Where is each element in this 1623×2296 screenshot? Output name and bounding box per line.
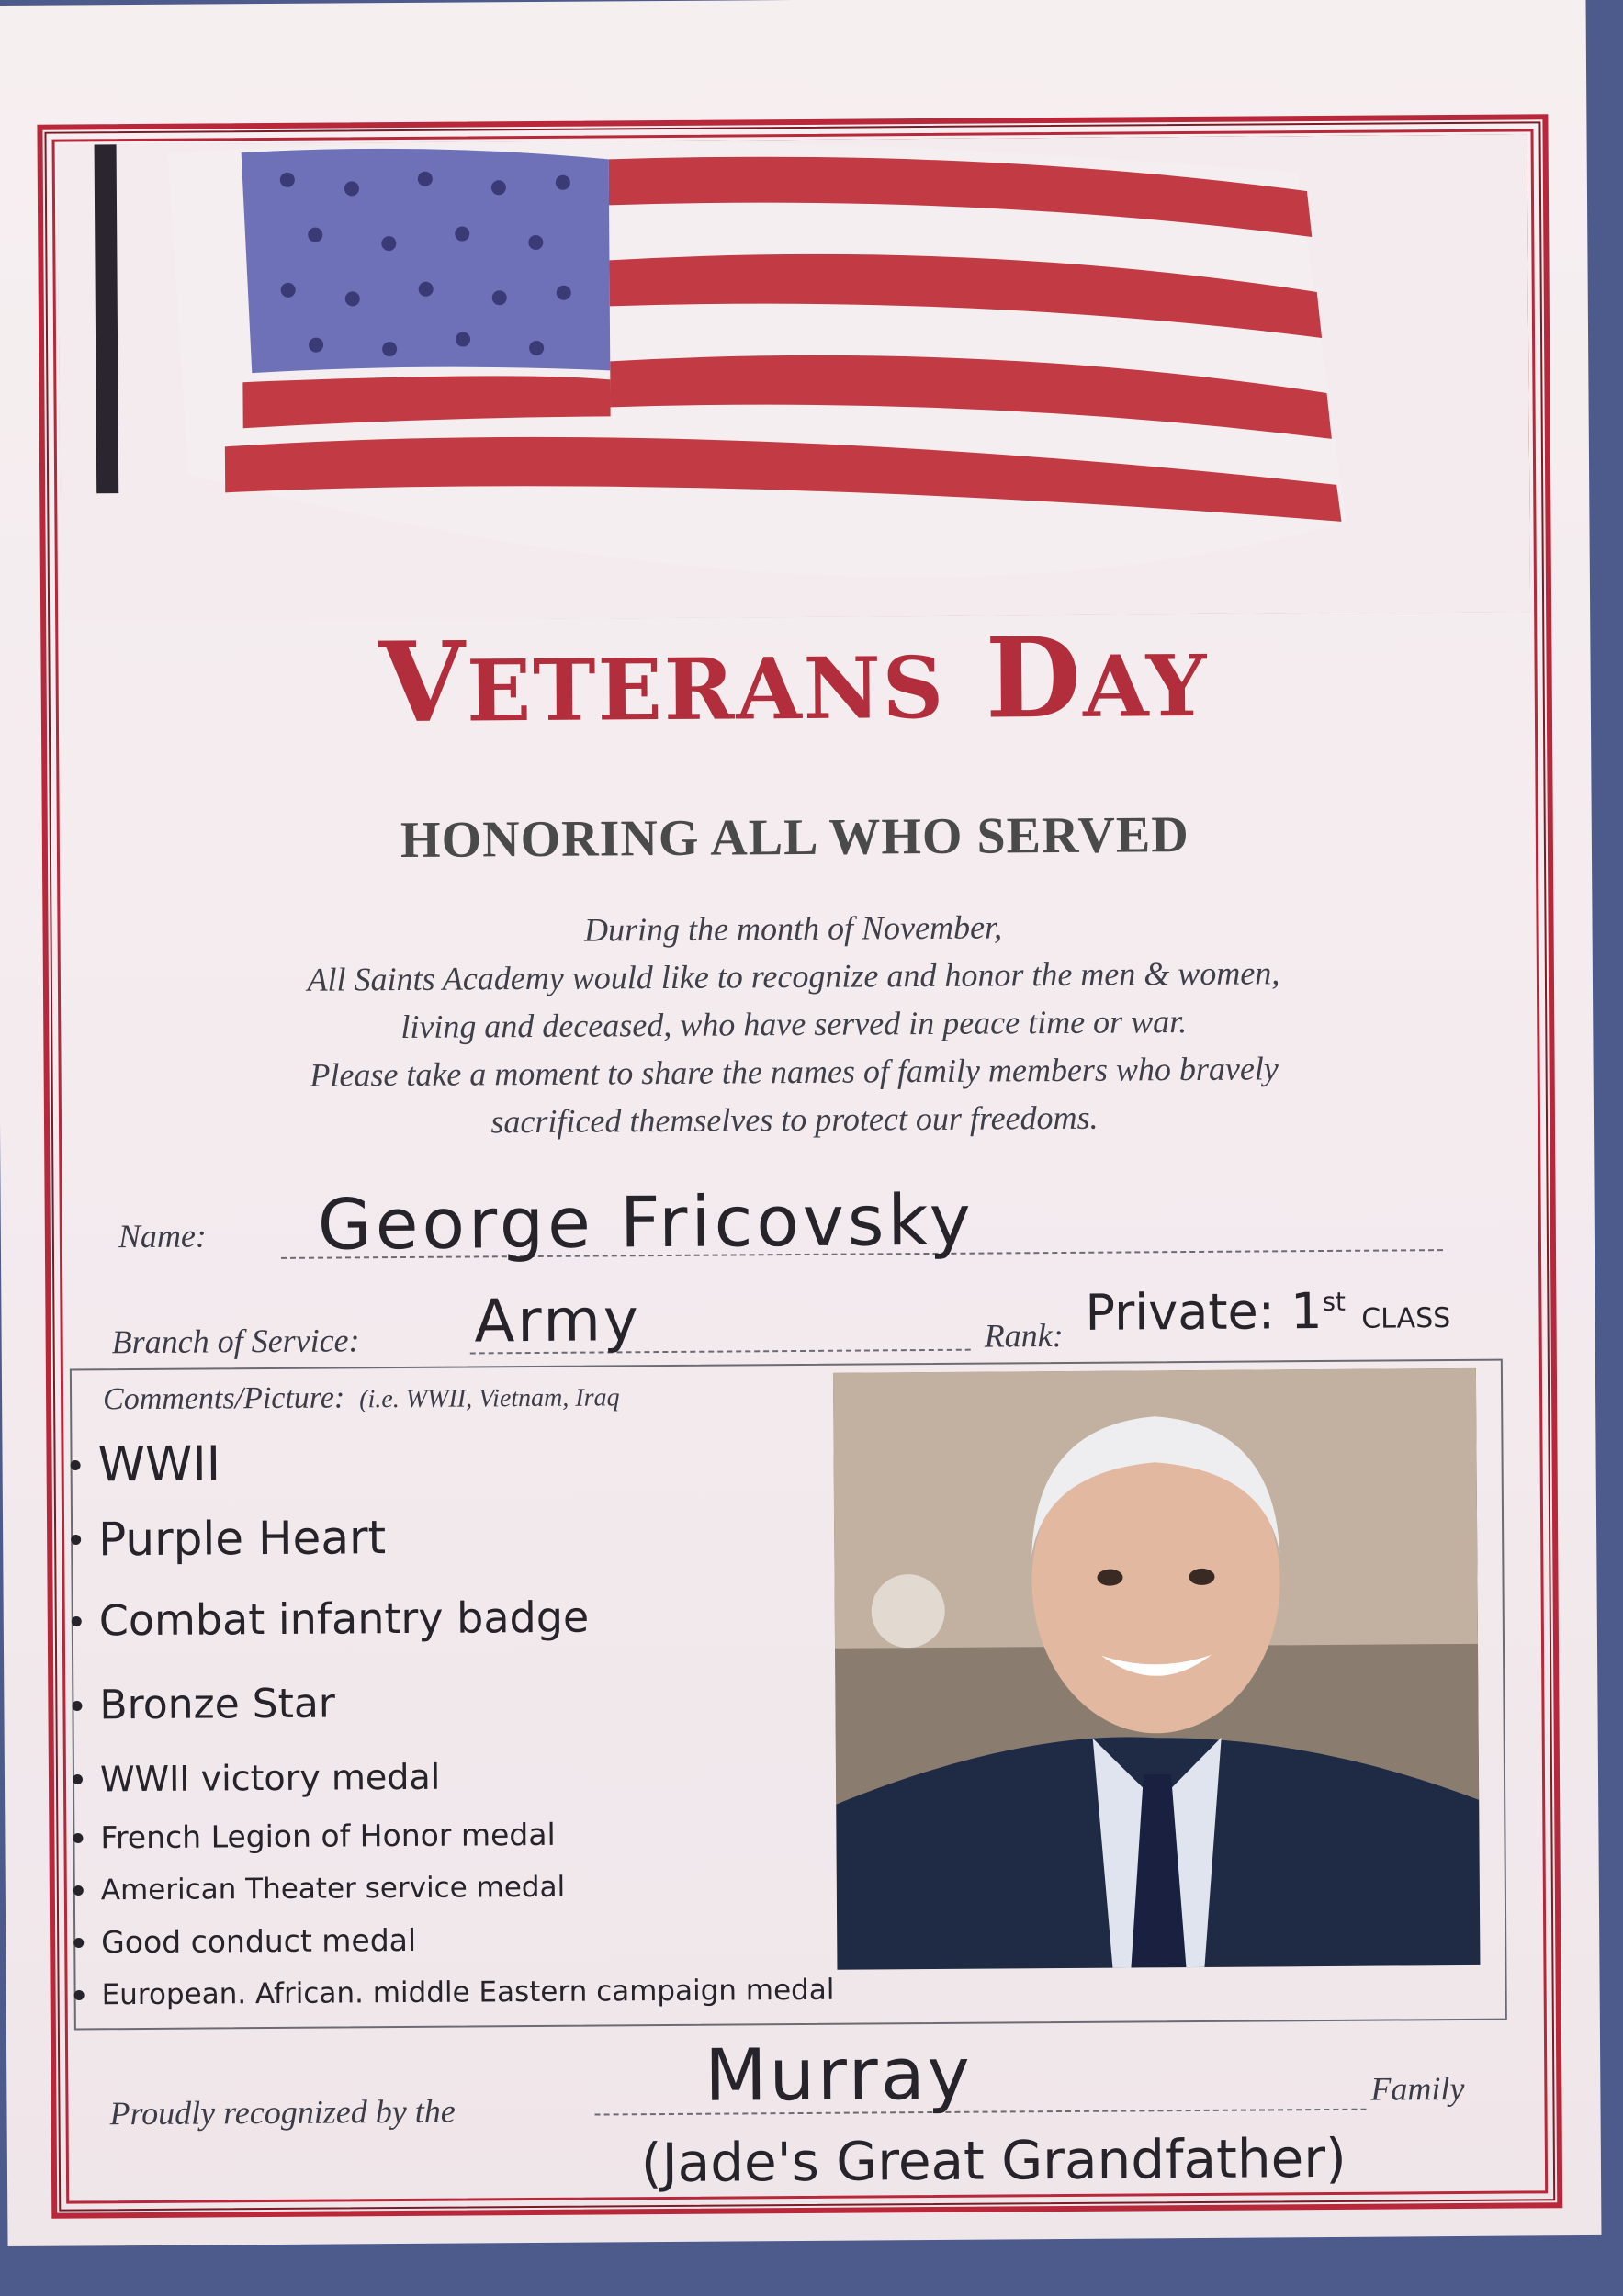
title-initial-v: V	[378, 617, 468, 748]
american-flag-image	[58, 134, 1531, 622]
name-label: Name:	[118, 1217, 207, 1255]
intro-paragraph	[136, 900, 1451, 1148]
portrait-illustration	[833, 1368, 1481, 1970]
page-title	[0, 610, 1591, 750]
title-initial-d: D	[985, 613, 1084, 744]
intro-line: During the month of November,	[583, 908, 1003, 949]
rank-ordinal: st	[1322, 1286, 1347, 1318]
list-item: French Legion of Honor medal	[69, 1806, 859, 1865]
list-item: Good conduct medal	[70, 1911, 860, 1970]
service-list[interactable]	[66, 1424, 860, 2021]
rank-field[interactable]	[1085, 1281, 1450, 1342]
list-item: European. African. middle Eastern campaign medal	[70, 1964, 860, 2021]
name-field[interactable]: George Fricovsky	[317, 1178, 975, 1266]
list-item: WWII	[66, 1424, 857, 1503]
family-field[interactable]: Murray	[704, 2032, 974, 2118]
comments-label	[103, 1379, 620, 1417]
title-word-day: AY	[1082, 636, 1209, 737]
list-item: American Theater service medal	[70, 1860, 860, 1917]
intro-line: Please take a moment to share the names of family members who bravely	[310, 1050, 1279, 1094]
rank-label: Rank:	[984, 1316, 1064, 1355]
intro-line: living and deceased, who have served in peace time or war.	[400, 1003, 1188, 1046]
relation-note: (Jade's Great Grandfather)	[640, 2126, 1347, 2195]
page-subtitle: HONORING ALL WHO SERVED	[400, 806, 1189, 870]
list-item: Combat infantry badge	[67, 1572, 858, 1665]
intro-line: sacrificed themselves to protect our freedoms.	[490, 1098, 1099, 1141]
veteran-portrait-photo	[833, 1368, 1481, 1970]
branch-label: Branch of Service:	[111, 1322, 360, 1361]
list-item: WWII victory medal	[69, 1742, 859, 1812]
list-item: Purple Heart	[67, 1497, 858, 1578]
list-item: Bronze Star	[68, 1660, 859, 1748]
intro-line: All Saints Academy would like to recognize and honor the men & women,	[307, 954, 1280, 998]
family-label: Family	[1370, 2069, 1465, 2108]
comments-label-text: Comments/Picture:	[102, 1380, 345, 1417]
rank-suffix: CLASS	[1361, 1302, 1451, 1335]
flag-illustration	[58, 134, 1531, 622]
rank-value: Private: 1	[1085, 1282, 1323, 1342]
comments-example: (i.e. WWII, Vietnam, Iraq	[359, 1383, 620, 1414]
recognized-label: Proudly recognized by the	[109, 2092, 456, 2133]
title-word-veterans: ETERANS	[466, 637, 946, 741]
branch-field[interactable]: Army	[474, 1287, 641, 1356]
